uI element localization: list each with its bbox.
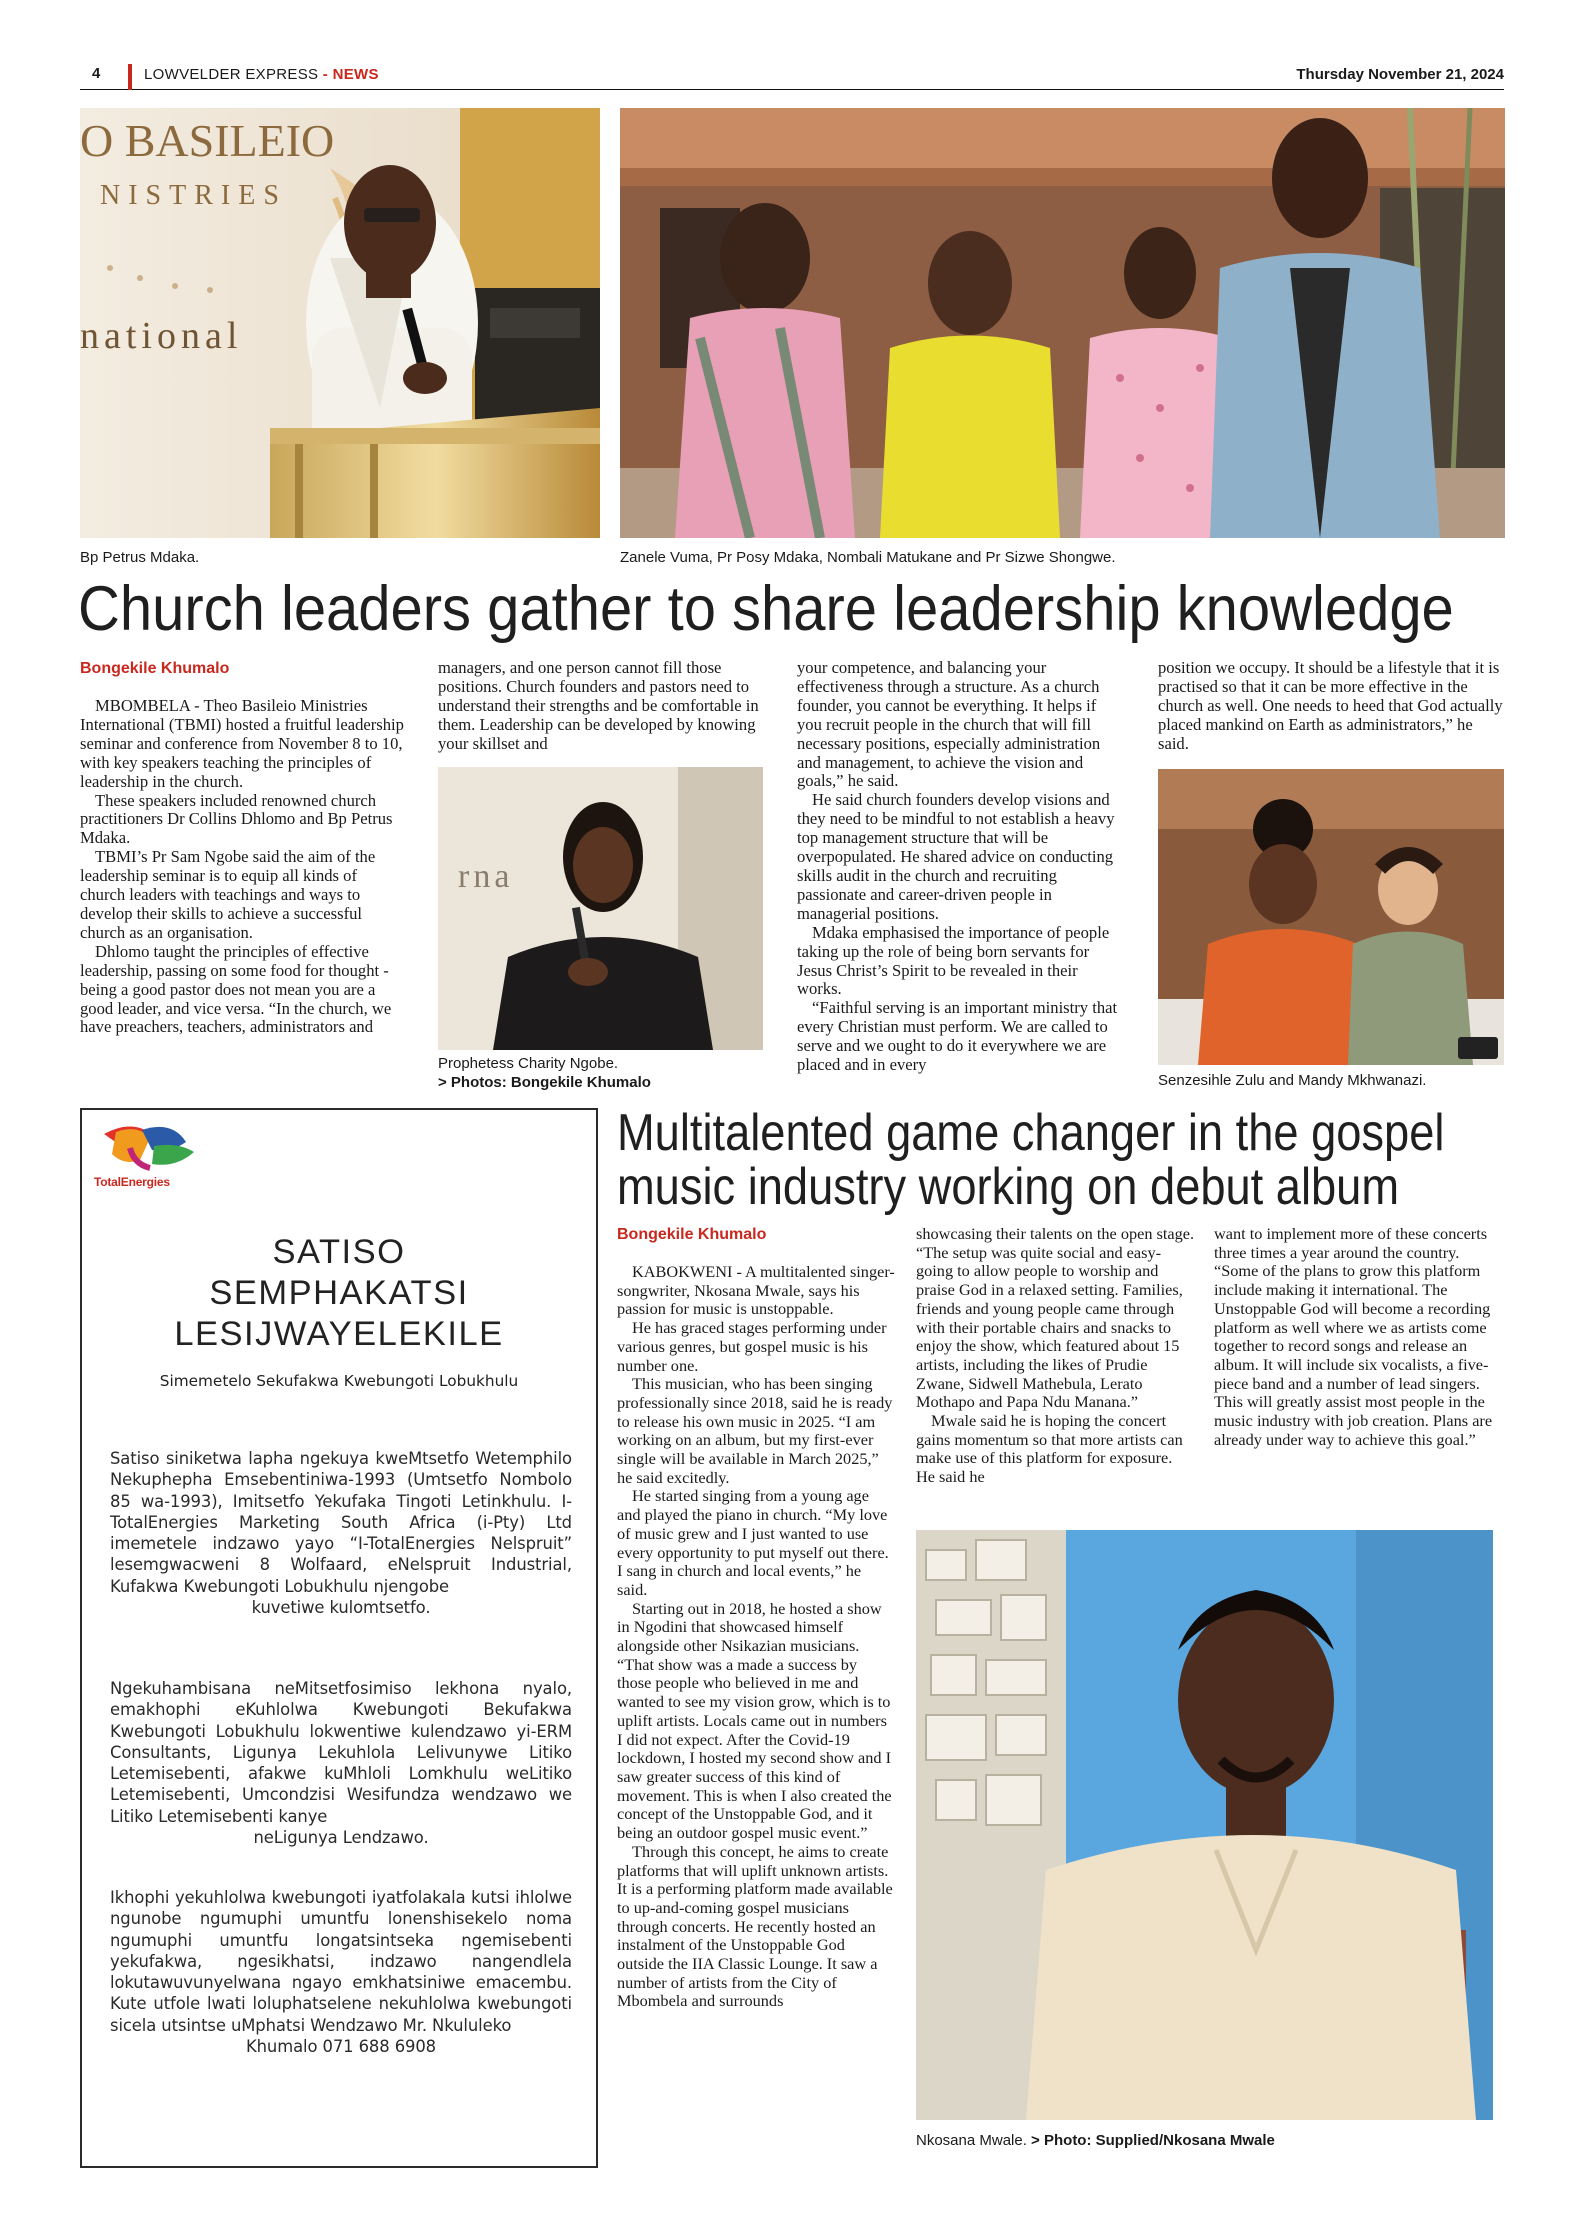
photo-illustration xyxy=(916,1530,1493,2120)
paragraph: MBOMBELA - Theo Basileio Ministries International (TBMI) hosted a fruitful leadership seminar and conference from November 8 to 10, with key speakers teaching the principles of leadership in the church. xyxy=(80,696,404,791)
paragraph: position we occupy. It should be a lifestyle that it is practised so that it can be more effective in the church as well. One needs to heed that God actually placed mankind on Earth as administrators,” he said. xyxy=(1158,658,1503,753)
paragraph-last-line: kuvetiwe kulomtsetfo. xyxy=(251,1598,431,1618)
paragraph: your competence, and balancing your effectiveness through a structure. As a church founder, you cannot be everything. It helps if you recruit people in the church that will fill necessary positions, especially administration and management, to achieve the vision and goals,” he said. xyxy=(797,658,1101,791)
photo3-caption xyxy=(438,1054,764,1092)
photo-nkosana-mwale xyxy=(916,1530,1493,2120)
banner-text-national: national xyxy=(80,315,243,357)
issue-date: Thursday November 21, 2024 xyxy=(1296,66,1504,83)
totalenergies-logo xyxy=(94,1124,224,1194)
totalenergies-notice xyxy=(80,1108,598,2168)
paragraph: want to implement more of these concerts three times a year around the country. “Some of the plans to grow this platform include making it international. The Unstoppable God will become a recording platform as well where we as artists come together to record songs and release an album. It will include six vocalists, a five-piece band and a number of lead singers. This will greatly assist most people in the music industry with job creation. Plans are already under way to achieve this goal.” xyxy=(1214,1224,1493,1449)
banner-text-ministries: NISTRIES xyxy=(100,180,287,211)
photo-group-four xyxy=(620,108,1505,538)
notice-paragraph-2 xyxy=(110,1678,572,1848)
story1-column-1 xyxy=(80,697,406,1037)
photo1-caption: Bp Petrus Mdaka. xyxy=(80,549,200,566)
paragraph: Ngekuhambisana neMitsetfosimiso lekhona nyalo, emakhophi eKuhlolwa Kwebungoti Bekufakwa Kwebungoti Lobukhulu lokwentiwe kulendzawo yi-ERM Consultants, Ligunya Lekuhlola Lelivunywe Litiko Letemisebenti, afakwe kuMhloli Lomkhulu weLitiko Letemisebenti, Umcondzisi Wesifundza wendzawo we Litiko Letemisebenti kanye xyxy=(110,1679,572,1826)
paragraph: Mdaka emphasised the importance of people taking up the role of being born servants for Jesus Christ’s Spirit to be revealed in their works. xyxy=(797,922,1110,999)
paragraph-last-line: neLigunya Lendzawo. xyxy=(253,1828,429,1848)
story1-column-3 xyxy=(797,659,1123,1075)
photo5-caption-text: Nkosana Mwale. xyxy=(916,2132,1027,2149)
paragraph: Dhlomo taught the principles of effective leadership, passing on some food for thought - being a good pastor does not mean you are a good leader, and vice versa. “In the church, we have preachers, teachers, administrators and xyxy=(80,941,392,1037)
paragraph: This musician, who has been singing professionally since 2018, said he is ready to release his own music in 2025. “I am working on an album, but my first-ever single will be available in March 2025,” he said excitedly. xyxy=(617,1374,893,1487)
photo3-credit xyxy=(438,1073,764,1092)
photo-illustration xyxy=(80,108,600,538)
totalenergies-logo-icon xyxy=(94,1124,214,1172)
publication-name: LOWVELDER EXPRESS xyxy=(144,66,319,83)
photo-illustration xyxy=(1158,769,1504,1065)
photo-prophetess-charity-ngobe xyxy=(438,767,763,1050)
paragraph: He has graced stages performing under various genres, but gospel music is his number one. xyxy=(617,1318,887,1375)
section-name: NEWS xyxy=(332,66,379,83)
story2-headline-line: Multitalented game changer in the gospel xyxy=(617,1104,1445,1162)
paragraph: “Faithful serving is an important ministry that every Christian must perform. We are called to serve and we ought to do it everywhere we are placed and in every xyxy=(797,998,1118,1075)
story1-headline: Church leaders gather to share leadership knowledge xyxy=(78,574,1454,644)
notice-paragraph-3 xyxy=(110,1887,572,2057)
photo5-caption xyxy=(916,2131,1275,2150)
page-number: 4 xyxy=(92,65,101,82)
notice-paragraph-1 xyxy=(110,1448,572,1618)
paragraph: Ikhophi yekuhlolwa kwebungoti iyatfolakala kutsi ihlolwe ngunobe ngumuphi umuntfu lonenshisekelo noma ngumuphi umuntfu longatsintseka ngemisebenti yekufakwa, ngesikhatsi, indzawo nangendlela lokutawuvunyelwana ngayo emkhatsiniwe emacembu. Kute utfole lwati loluphatselene nekuhlolwa kwebungoti sicela utsintse uMphatsi Wendzawo Mr. Nkululeko xyxy=(110,1888,572,2035)
photo5-credit-name: Supplied/Nkosana Mwale xyxy=(1095,2132,1275,2149)
header-divider xyxy=(128,64,132,90)
story2-byline: Bongekile Khumalo xyxy=(617,1226,767,1243)
page-header xyxy=(80,62,1504,90)
notice-title-line: SEMPHAKATSI xyxy=(209,1274,469,1312)
photo2-caption: Zanele Vuma, Pr Posy Mdaka, Nombali Matukane and Pr Sizwe Shongwe. xyxy=(620,549,1116,566)
photo3-credit-prefix: > Photos: xyxy=(438,1074,511,1091)
paragraph: TBMI’s Pr Sam Ngobe said the aim of the leadership seminar is to equip all kinds of church leaders with teachings and ways to develop their skills to achieve a successful church as an organisation. xyxy=(80,847,376,942)
notice-title xyxy=(82,1232,596,1355)
paragraph: managers, and one person cannot fill those positions. Church founders and pastors need to understand their strengths and be comfortable in them. Leadership can be developed by knowing your skillset and xyxy=(438,658,759,753)
photo4-caption: Senzesihle Zulu and Mandy Mkhwanazi. xyxy=(1158,1072,1427,1089)
paragraph-last-line: Khumalo 071 688 6908 xyxy=(245,2037,437,2057)
story2-headline-line: music industry working on debut album xyxy=(617,1158,1400,1216)
story2-column-2 xyxy=(916,1225,1195,1487)
story1-column-2 xyxy=(438,659,764,754)
story1-byline: Bongekile Khumalo xyxy=(80,660,230,677)
brand-name: TotalEnergies xyxy=(94,1175,170,1189)
photo3-credit-name: Bongekile Khumalo xyxy=(510,1074,651,1091)
notice-title-line: LESIJWAYELEKILE xyxy=(174,1315,504,1353)
banner-text-basileio: O BASILEIO xyxy=(80,115,335,166)
story2-headline xyxy=(617,1106,1568,1214)
paragraph: Through this concept, he aims to create platforms that will uplift unknown artists. It is a performing platform made available to up-and-coming gospel musicians through concerts. He recently hosted an instalment of the Unstoppable God outside the IIA Classic Lounge. It saw a number of artists from the City of Mbombela and surrounds xyxy=(617,1841,893,2011)
paragraph: He started singing from a young age and played the piano in church. “My love of music grew and I just wanted to use every opportunity to put myself out there. I sang in church and local events,” he said. xyxy=(617,1486,889,1599)
photo-senzesihle-and-mandy xyxy=(1158,769,1504,1065)
photo-bp-petrus-mdaka xyxy=(80,108,600,538)
banner-text: rna xyxy=(458,858,514,895)
header-separator: - xyxy=(318,66,333,83)
story1-column-4 xyxy=(1158,659,1504,754)
header-title xyxy=(144,66,379,83)
notice-title-line: SATISO xyxy=(272,1233,406,1271)
paragraph: showcasing their talents on the open stage. “The setup was quite social and easy-going to allow people to worship and praise God in a relaxed setting. Families, friends and young people came through with their portable chairs and snacks to enjoy the show, which featured about 15 artists, including the likes of Prudie Zwane, Sidwell Mathebula, Lerato Mothapo and Papa Ndu Manana.” xyxy=(916,1224,1195,1412)
paragraph: Mwale said he is hoping the concert gains momentum so that more artists can make use of this platform for exposure. He said he xyxy=(916,1411,1183,1487)
photo-illustration xyxy=(620,108,1505,538)
paragraph: These speakers included renowned church practitioners Dr Collins Dhlomo and Bp Petrus Mdaka. xyxy=(80,790,393,848)
story2-column-1 xyxy=(617,1263,895,2011)
paragraph: He said church founders develop visions and they need to be mindful to not establish a heavy top management structure that will be overpopulated. He shared advice on conducting skills audit in the church and recruiting passionate and career-driven people in managerial positions. xyxy=(797,790,1115,923)
story2-column-3 xyxy=(1214,1225,1504,1449)
photo5-credit-prefix: > Photo: xyxy=(1026,2132,1096,2149)
notice-subtitle: Simemetelo Sekufakwa Kwebungoti Lobukhulu xyxy=(159,1372,519,1390)
photo-illustration xyxy=(438,767,763,1050)
paragraph: Starting out in 2018, he hosted a show in Ngodini that showcased himself alongside other Nsikazian musicians. “That show was a made a success by those people who believed in me and wanted to see my vision grow, which is to uplift artists. Locals came out in numbers I did not expect. After the Covid-19 lockdown, I hosted my second show and I saw greater success of this kind of movement. This is when I also created the concept of the Unstoppable God, and it being an outdoor gospel music event.” xyxy=(617,1598,892,1843)
paragraph: KABOKWENI - A multitalented singer-songwriter, Nkosana Mwale, says his passion for music is unstoppable. xyxy=(617,1262,895,1319)
photo3-caption-text: Prophetess Charity Ngobe. xyxy=(438,1055,619,1072)
paragraph: Satiso siniketwa lapha ngekuya kweMtsetfo Wetemphilo Nekuphepha Emsebentiniwa-1993 (Umtsetfo Nombolo 85 wa-1993), Imitsetfo Yekufaka Tingoti Letinkhulu. I-TotalEnergies Marketing South Africa (i-Pty) Ltd imemetele indzawo yayo “I-TotalEnergies Nelspruit” lesemgwacweni 8 Wolfaard, eNelspruit Industrial, Kufakwa Kwebungoti Lobukhulu njengobe xyxy=(110,1449,572,1596)
